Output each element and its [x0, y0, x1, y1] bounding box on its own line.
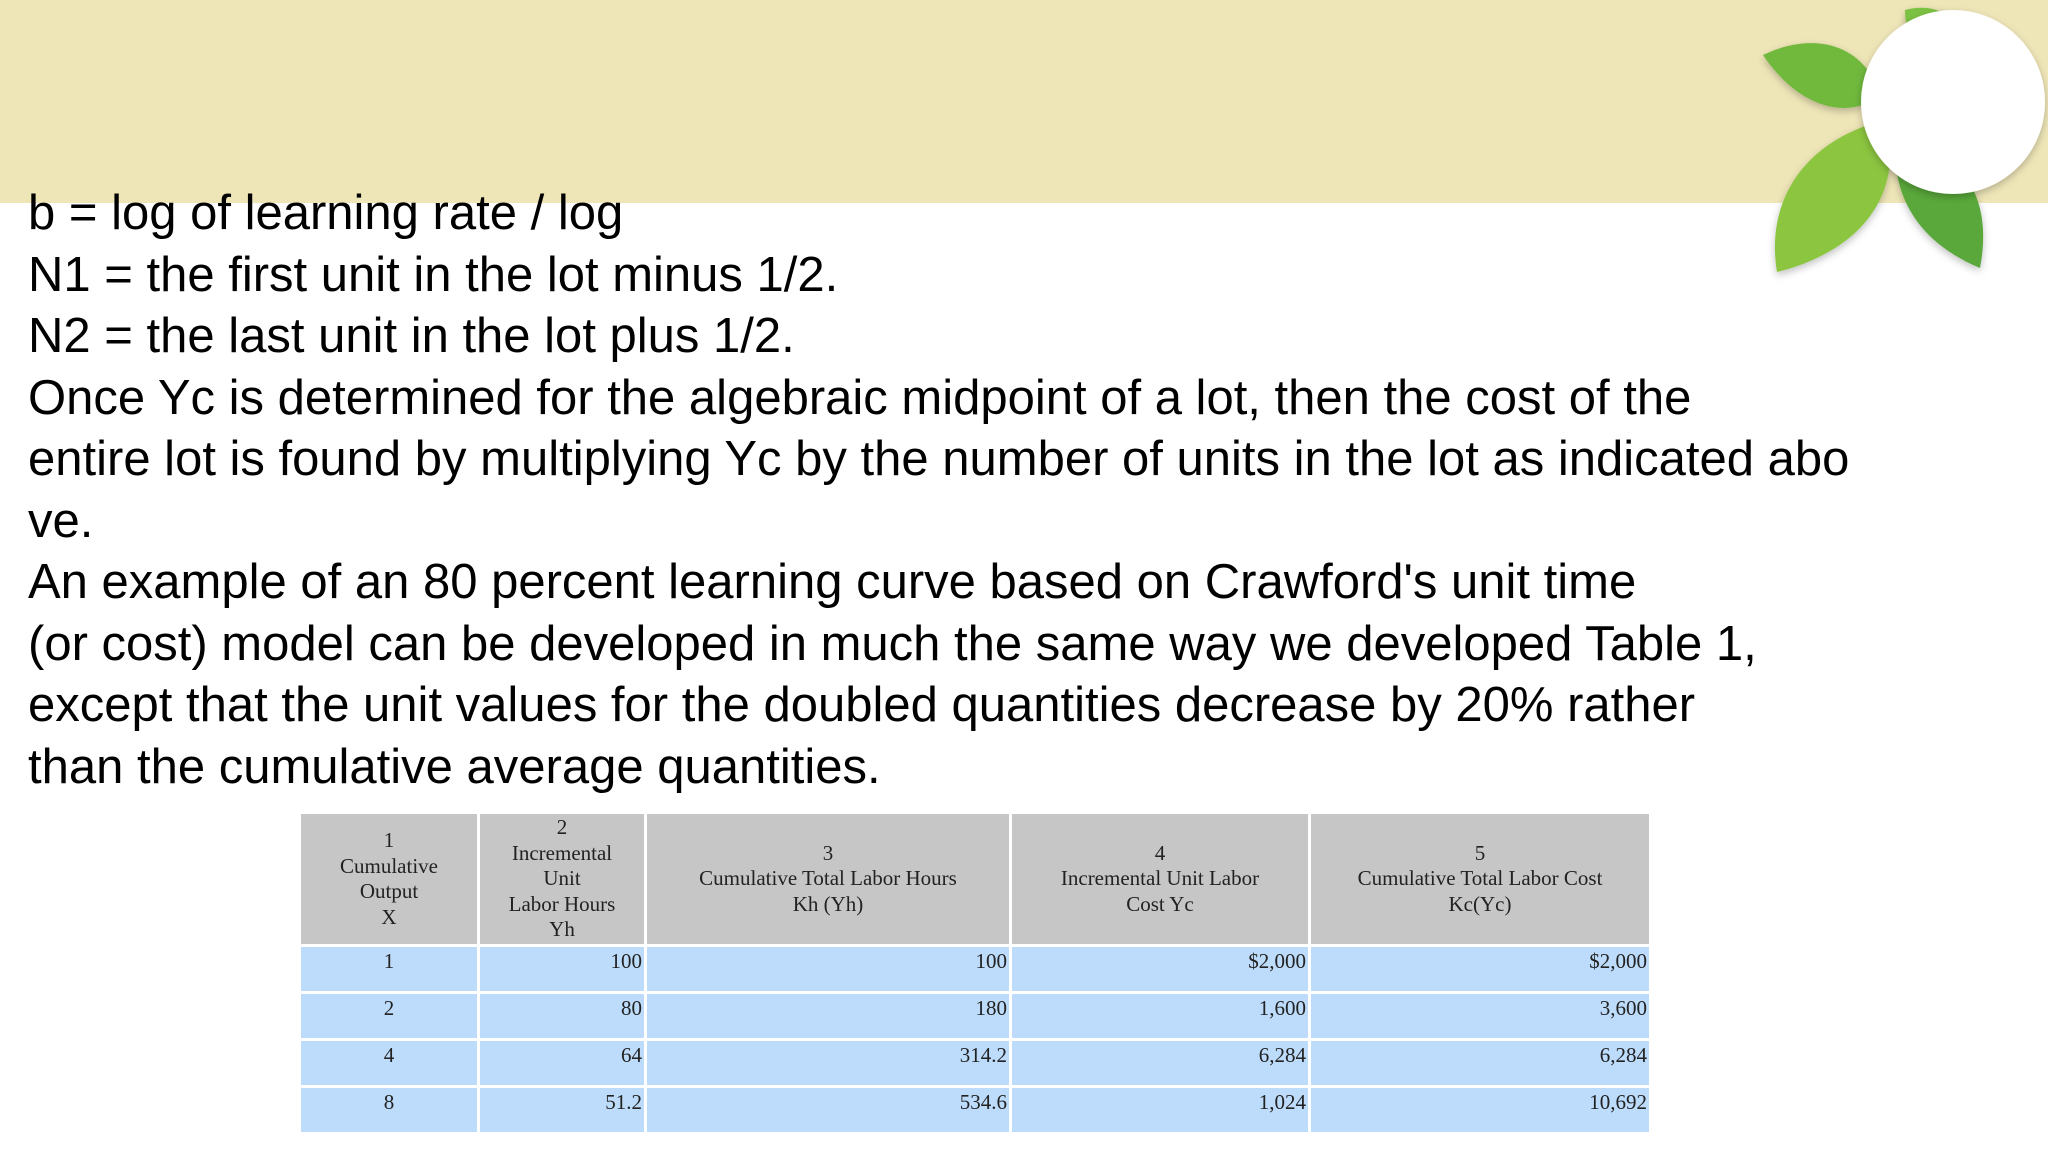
cell-total-hours: 534.6 [646, 1087, 1011, 1134]
cell-unit-hours: 100 [479, 946, 646, 993]
header-cumulative-total-labor-hours: 3 Cumulative Total Labor Hours Kh (Yh) [646, 813, 1011, 946]
text-line-10: than the cumulative average quantities. [28, 739, 881, 794]
cell-total-cost: 3,600 [1310, 993, 1651, 1040]
table-row [300, 1087, 1651, 1134]
text-line-5: entire lot is found by multiplying Yc by the number of units in the lot as indicated abo [28, 432, 1850, 486]
text-line-4: Once Yc is determined for the algebraic midpoint of a lot, then the cost of the [28, 370, 1692, 425]
cell-output: 4 [300, 1040, 479, 1087]
cell-total-hours: 314.2 [646, 1040, 1011, 1087]
learning-curve-table [298, 811, 1652, 1135]
cell-output: 2 [300, 993, 479, 1040]
cell-total-cost: 6,284 [1310, 1040, 1651, 1087]
cell-unit-cost: 1,600 [1011, 993, 1310, 1040]
text-line-n2: N2 = the last unit in the lot plus 1/2. [28, 309, 795, 363]
cell-unit-hours: 80 [479, 993, 646, 1040]
cell-unit-cost: $2,000 [1011, 946, 1310, 993]
cell-total-cost: $2,000 [1310, 946, 1651, 993]
cell-output: 1 [300, 946, 479, 993]
text-line-n1: N1 = the first unit in the lot minus 1/2. [28, 247, 839, 302]
cell-unit-hours: 64 [479, 1040, 646, 1087]
learning-curve-table-container [298, 811, 1652, 1135]
text-line-formula-b: b = log of learning rate / log [28, 186, 624, 240]
cell-unit-cost: 6,284 [1011, 1040, 1310, 1087]
cell-output: 8 [300, 1087, 479, 1134]
cell-total-hours: 100 [646, 946, 1011, 993]
header-incremental-unit-labor-hours: 2 Incremental Unit Labor Hours Yh [479, 813, 646, 946]
cell-unit-cost: 1,024 [1011, 1087, 1310, 1134]
text-line-8: (or cost) model can be developed in much the same way we developed Table 1, [28, 616, 1757, 671]
header-band [0, 0, 2048, 203]
body-text [28, 183, 2018, 798]
cell-unit-hours: 51.2 [479, 1087, 646, 1134]
header-cumulative-total-labor-cost: 5 Cumulative Total Labor Cost Kc(Yc) [1310, 813, 1651, 946]
cell-total-hours: 180 [646, 993, 1011, 1040]
table-header-row [300, 813, 1651, 946]
text-line-9: except that the unit values for the doubled quantities decrease by 20% rather [28, 678, 1696, 732]
table-row [300, 993, 1651, 1040]
header-incremental-unit-labor-cost: 4 Incremental Unit Labor Cost Yc [1011, 813, 1310, 946]
text-line-6: ve. [28, 493, 94, 548]
text-line-7: An example of an 80 percent learning curve based on Crawford's unit time [28, 555, 1637, 609]
header-cumulative-output: 1 Cumulative Output X [300, 813, 479, 946]
table-row [300, 1040, 1651, 1087]
table-row [300, 946, 1651, 993]
cell-total-cost: 10,692 [1310, 1087, 1651, 1134]
